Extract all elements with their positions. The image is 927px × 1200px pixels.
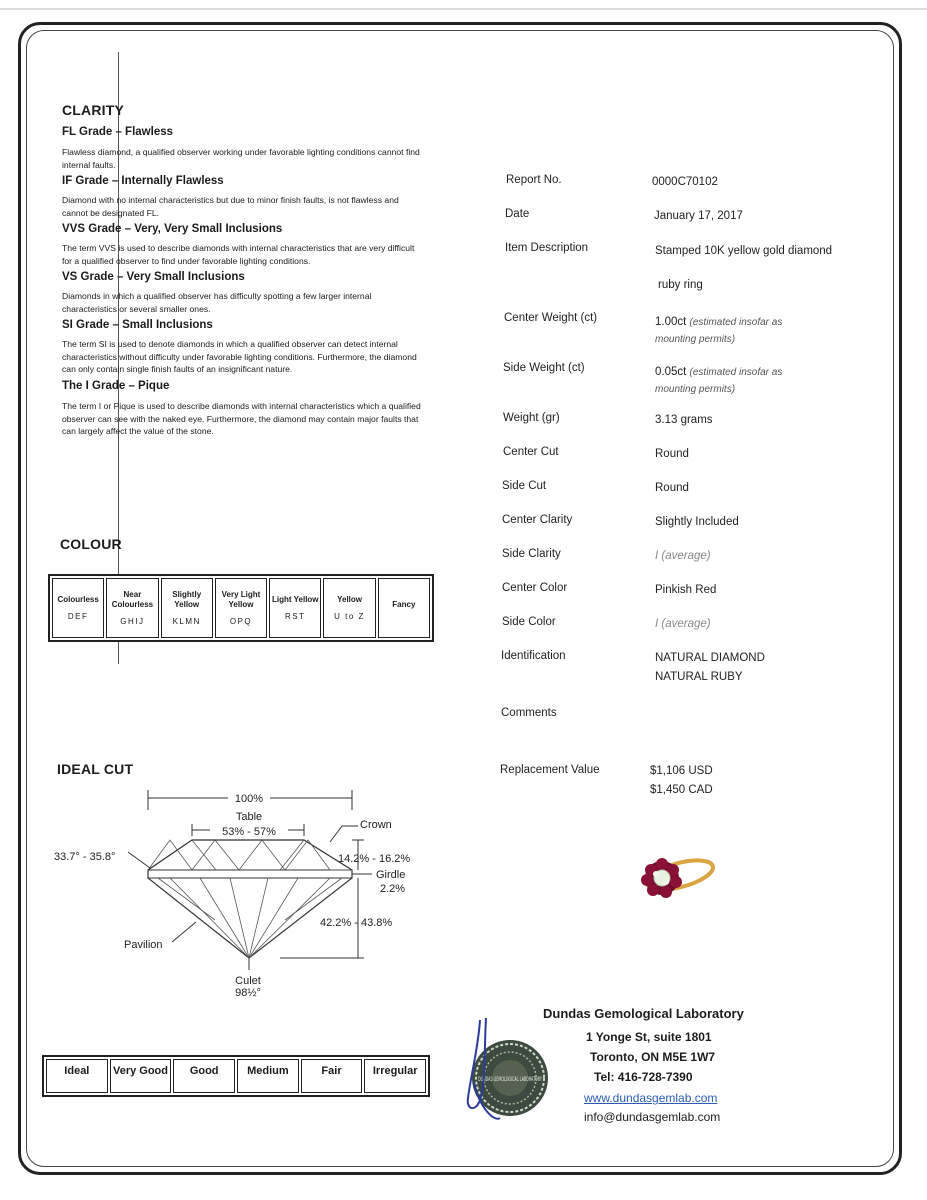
colour-cell-label: Very Light Yellow <box>221 589 261 609</box>
table-label: Table <box>235 811 263 823</box>
report-label: Comments <box>501 707 557 719</box>
cut-grade-table <box>42 1055 430 1097</box>
grade-vs-desc: Diamonds in which a qualified observer has difficulty spotting a few larger internal characteristics or several smaller ones. <box>62 291 372 314</box>
top-scan-line <box>0 8 927 10</box>
crown-label: Crown <box>360 819 392 831</box>
grade-vs-head: VS Grade – Very Small Inclusions <box>62 271 245 283</box>
grade-fl-head: FL Grade – Flawless <box>62 126 174 138</box>
colour-cell <box>323 578 375 638</box>
colour-cell-letters: OPQ <box>229 616 253 626</box>
crown-angle: 33.7° - 35.8° <box>54 851 116 863</box>
report-label: Center Weight (ct) <box>504 312 598 324</box>
center-weight-note: (estimated insofar as mounting permits) <box>655 317 783 345</box>
girdle-value: 2.2% <box>380 883 406 895</box>
colour-cell-letters: RST <box>285 611 306 621</box>
lab-name: Dundas Gemological Laboratory <box>543 1006 744 1021</box>
lab-tel: Tel: 416-728-7390 <box>594 1070 693 1084</box>
colour-cell-label: Yellow <box>337 594 362 604</box>
report-value: Round <box>655 448 689 460</box>
colour-cell-letters: DEF <box>67 611 89 621</box>
report-value-line2: $1,450 CAD <box>650 784 713 796</box>
grade-i-desc: The term I or Pique is used to describe diamonds with internal characteristics which a qualified observer can see with the naked eye. Furthermore, the diamond may contain major faults that can largely affect the value of the stone. <box>62 401 421 436</box>
report-value: $1,106 USD <box>650 765 713 777</box>
cut-grade-cell: Good <box>173 1059 235 1093</box>
cut-grade-cell: Irregular <box>364 1059 426 1093</box>
cut-grade-cell: Ideal <box>46 1059 108 1093</box>
report-label: Center Clarity <box>502 514 573 526</box>
report-label: Side Color <box>502 616 556 628</box>
center-weight-value: 1.00ct <box>655 316 687 328</box>
girdle-label: Girdle <box>376 869 406 881</box>
hologram-text: DUNDAS GEMOLOGICAL LABORATORY <box>478 1076 543 1083</box>
report-label: Date <box>505 208 530 220</box>
report-value: NATURAL DIAMOND <box>655 652 765 664</box>
lab-website-link[interactable]: www.dundasgemlab.com <box>584 1091 718 1105</box>
colour-cell-label: Light Yellow <box>272 594 319 604</box>
colour-cell-letters: KLMN <box>172 616 201 626</box>
grade-fl-desc: Flawless diamond, a qualified observer working under favorable lighting conditions cannot find internal faults. <box>62 147 420 170</box>
side-weight-value: 0.05ct <box>655 366 687 378</box>
lab-address1: 1 Yonge St, suite 1801 <box>586 1030 712 1044</box>
cut-grade-cell: Fair <box>301 1059 363 1093</box>
side-weight-note: (estimated insofar as mounting permits) <box>655 367 783 395</box>
colour-cell <box>106 578 158 638</box>
report-label: Side Cut <box>502 480 547 492</box>
colour-cell-letters: U to Z <box>334 611 365 621</box>
colour-cell <box>269 578 321 638</box>
report-label: Identification <box>501 650 566 662</box>
table-range: 53% - 57% <box>222 826 276 838</box>
crown-height: 14.2% - 16.2% <box>338 853 411 865</box>
report-label: Item Description <box>505 242 589 254</box>
cut-grade-cell: Medium <box>237 1059 299 1093</box>
report-label: Replacement Value <box>500 764 600 776</box>
grade-if-head: IF Grade – Internally Flawless <box>62 175 224 187</box>
report-label: Center Cut <box>503 446 559 458</box>
pavilion-label: Pavilion <box>124 939 163 951</box>
colour-cell-label: Fancy <box>392 599 416 609</box>
report-value: 3.13 grams <box>655 414 713 426</box>
colour-cell <box>52 578 104 638</box>
pavilion-depth: 42.2% - 43.8% <box>320 917 393 929</box>
report-value: Round <box>655 482 689 494</box>
clarity-title: CLARITY <box>62 102 125 118</box>
lab-email: info@dundasgemlab.com <box>584 1110 721 1124</box>
report-value: I (average) <box>655 550 711 562</box>
grade-si-desc: The term SI is used to denote diamonds in which a qualified observer can detect internal characteristics without difficulty under favorable lighting conditions. Furthermore, the diamond can only contain single finish faults of an insignificant nature. <box>62 339 417 374</box>
report-value: Slightly Included <box>655 516 739 528</box>
colour-cell-label: Slightly Yellow <box>172 589 202 609</box>
colour-cell <box>378 578 430 638</box>
report-label: Center Color <box>502 582 568 594</box>
report-label: Weight (gr) <box>503 412 560 424</box>
report-value-line2: ruby ring <box>658 279 703 291</box>
colour-scale-table <box>48 574 434 642</box>
report-value: I (average) <box>655 618 711 630</box>
width-label: 100% <box>234 793 264 805</box>
report-value-line2: NATURAL RUBY <box>655 671 743 683</box>
report-label: Side Weight (ct) <box>503 362 585 374</box>
colour-title: COLOUR <box>60 536 122 552</box>
grade-si-head: SI Grade – Small Inclusions <box>62 319 213 331</box>
grade-vvs-head: VVS Grade – Very, Very Small Inclusions <box>62 223 283 235</box>
ideal-cut-title: IDEAL CUT <box>57 761 134 777</box>
colour-cell-label: Colourless <box>57 594 99 604</box>
report-value <box>655 314 825 348</box>
colour-cell <box>215 578 267 638</box>
diamond-cut-diagram <box>40 780 440 1010</box>
grade-if-desc: Diamond with no internal characteristics but due to minor finish faults, is not flawless and cannot be designated FL. <box>62 195 399 218</box>
colour-cell-letters: GHIJ <box>120 616 145 626</box>
report-value: Pinkish Red <box>655 584 717 596</box>
grade-vvs-desc: The term VVS is used to describe diamonds with internal characteristics that are very difficult for a qualified observer to find under favorable lighting conditions. <box>62 243 415 266</box>
colour-cell <box>161 578 213 638</box>
grade-i-head: The I Grade – Pique <box>62 380 170 392</box>
report-value: Stamped 10K yellow gold diamond <box>655 245 833 257</box>
hologram-seal <box>440 1010 560 1130</box>
culet-label: Culet <box>235 975 261 987</box>
ring-photo <box>620 840 720 920</box>
report-label: Report No. <box>506 174 562 186</box>
report-value <box>655 364 825 398</box>
report-label: Side Clarity <box>502 548 561 560</box>
cut-grade-cell: Very Good <box>110 1059 172 1093</box>
culet-angle: 98½° <box>235 987 261 999</box>
report-value: 0000C70102 <box>652 176 718 188</box>
colour-cell-label: Near Colourless <box>111 589 154 609</box>
lab-address2: Toronto, ON M5E 1W7 <box>590 1050 716 1064</box>
report-value: January 17, 2017 <box>654 210 743 222</box>
